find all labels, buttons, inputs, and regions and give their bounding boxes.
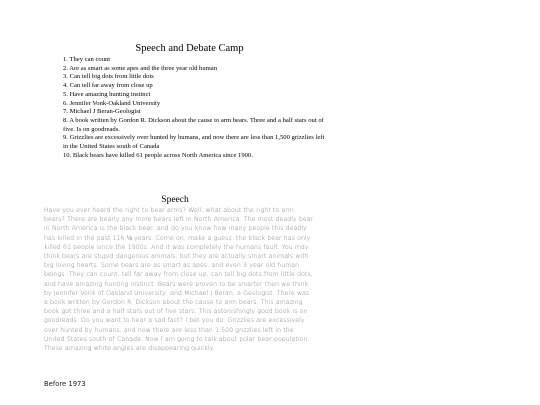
- speech-body: Have you ever heard the right to bear arms? Well, what about the right to arm bears? There are bearly any more bears left in North America. The most deadly bear in North America is the black bear, and do you know how many people this deadly has killed in the past 116 ⅛ years. Come on, make a guess. the black bear has only killed 61 people since the 1900s. And it was completely the humans fault. You may think bears are stupid dangerous animals, but they are actually smart animals with big loving hearts. Some bears are as smart as apes, and even 3 year old human beings. They can count, tell far away from close up, can tell big dots from little dots, and have amazing hunting instinct. Bears were proven to be smarter then we think by Jennifer Vonk of Oakland University, and Michael J Beran, a Geologist. There was a book written by Gordon R. Dickson about the cause to arm bears. This amazing book got three and a half stars out of five stars. This astonishingly good book is on goodreads. Do you want to hear a sad fact? I bet you do. Grizzlies are excessively over hunted by humans, and now there are less than 1,500 grizzlies left in the United States south of Canada. Now I am going to talk about polar bear population. These amazing white angles are disappearing quickly.: [44, 207, 314, 353]
- fact-item: 1. They can count: [63, 56, 111, 63]
- fact-item: 3. Can tell big dots from little dots: [63, 73, 154, 81]
- fact-item: 9. Grizzlies are excessively over hunted by humans, and now there are less than 1,500 grizzlies left in the United States south of Canada: [63, 134, 325, 151]
- fact-item: 7. Michael J Beran-Geologist: [63, 108, 141, 116]
- fact-item: 6. Jennifer Vonk-Oakland University: [63, 99, 161, 107]
- facts-list: [63, 56, 325, 160]
- fact-item: 10. Black bears have killed 61 people across North America since 1900.: [63, 151, 253, 159]
- document-title: Speech and Debate Camp: [135, 43, 244, 54]
- fact-item: 2. Are as smart as some apes and the three year old human: [63, 64, 217, 72]
- footer-note: Before 1973: [44, 380, 86, 388]
- fact-item: 5. Have amazing hunting instinct: [63, 90, 151, 98]
- fact-item: 4. Can tell far away from close up: [63, 82, 153, 90]
- fact-item: 8. A book written by Gordon R. Dickson about the cause to arm bears. Three and a half stars out of five. Is on goodreads.: [63, 116, 324, 133]
- speech-heading: Speech: [161, 195, 189, 205]
